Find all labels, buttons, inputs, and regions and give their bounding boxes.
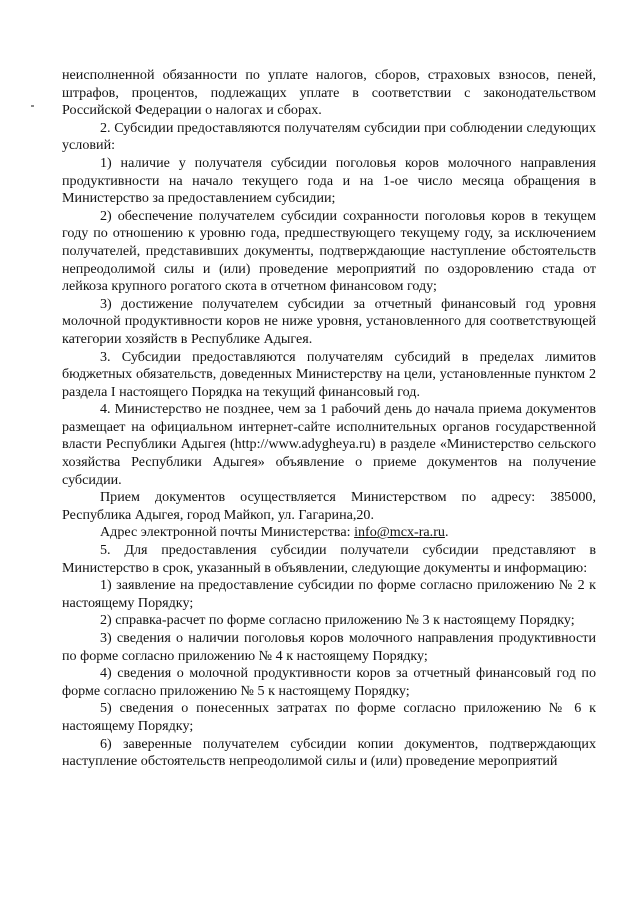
paragraph-document-4: 4) сведения о молочной продуктивности коров за отчетный финансовый год по форме согласно приложению № 5 к настоящему Порядку;	[62, 665, 596, 699]
paragraph-document-3: 3) сведения о наличии поголовья коров молочного направления продуктивности по форме согласно приложению № 4 к настоящему Порядку;	[62, 630, 596, 664]
paragraph-clause-5: 5. Для предоставления субсидии получатели субсидии представляют в Министерство в срок, указанный в объявлении, следующие документы и информацию:	[62, 542, 596, 576]
paragraph-condition-3: 3) достижение получателем субсидии за отчетный финансовый год уровня молочной продуктивности коров не ниже уровня, установленного для соответствующей категории хозяйств в Республике Адыгея.	[62, 295, 596, 347]
paragraph-condition-1: 1) наличие у получателя субсидии поголовья коров молочного направления продуктивности на начало текущего года и на 1-ое число месяца обращения в Министерство за предоставлением субсидии;	[62, 154, 596, 207]
paragraph-document-6: 6) заверенные получателем субсидии копии документов, подтверждающих наступление обстоятельств непреодолимой силы и (или) проведение мероприятий	[62, 735, 596, 770]
paragraph-document-2: 2) справка-расчет по форме согласно приложению № 3 к настоящему Порядку;	[100, 612, 575, 629]
paragraph-tax-obligations: неисполненной обязанности по уплате налогов, сборов, страховых взносов, пеней, штрафов, процентов, подлежащих уплате в соответствии с законодательством Российской Федерации о налогах и сборах.	[62, 67, 596, 119]
email-link[interactable]: info@mcx-ra.ru	[354, 524, 445, 541]
paragraph-email	[62, 524, 596, 542]
paragraph-reception-address: Прием документов осуществляется Министерством по адресу: 385000, Республика Адыгея, город Майкоп, ул. Гагарина,20.	[62, 489, 596, 523]
paragraph-clause-3: 3. Субсидии предоставляются получателям субсидий в пределах лимитов бюджетных обязательств, доведенных Министерству на цели, установленные пунктом 2 раздела I настоящего Порядка на текущий финансовый год.	[62, 348, 596, 400]
email-label: Адрес электронной почты Министерства:	[100, 524, 355, 541]
paragraph-document-1: 1) заявление на предоставление субсидии по форме согласно приложению № 2 к настоящему Порядку;	[62, 577, 596, 611]
paragraph-condition-2: 2) обеспечение получателем субсидии сохранности поголовья коров в текущем году по отношению к уровню года, предшествующего текущему году, за исключением получателей, представивших документы, подтверждающие наступление обстоятельств непреодолимой силы и (или) проведение мероприятий по оздоровлению стада от лейкоза крупного рогатого скота в отчетном финансовом году;	[62, 207, 596, 295]
scan-artifact	[31, 105, 34, 107]
paragraph-clause-4: 4. Министерство не позднее, чем за 1 рабочий день до начала приема документов размещает на официальном интернет-сайте исполнительных органов государственной власти Республики Адыгея (http://www.adygheya.ru) в разделе «Министерство сельского хозяйства Республики Адыгея» объявление о приеме документов на получение субсидии.	[62, 401, 596, 488]
paragraph-document-5: 5) сведения о понесенных затратах по форме согласно приложению № 6 к настоящему Порядку;	[62, 700, 596, 734]
email-suffix: .	[444, 524, 449, 541]
paragraph-clause-2: 2. Субсидии предоставляются получателям субсидии при соблюдении следующих условий:	[62, 119, 596, 154]
